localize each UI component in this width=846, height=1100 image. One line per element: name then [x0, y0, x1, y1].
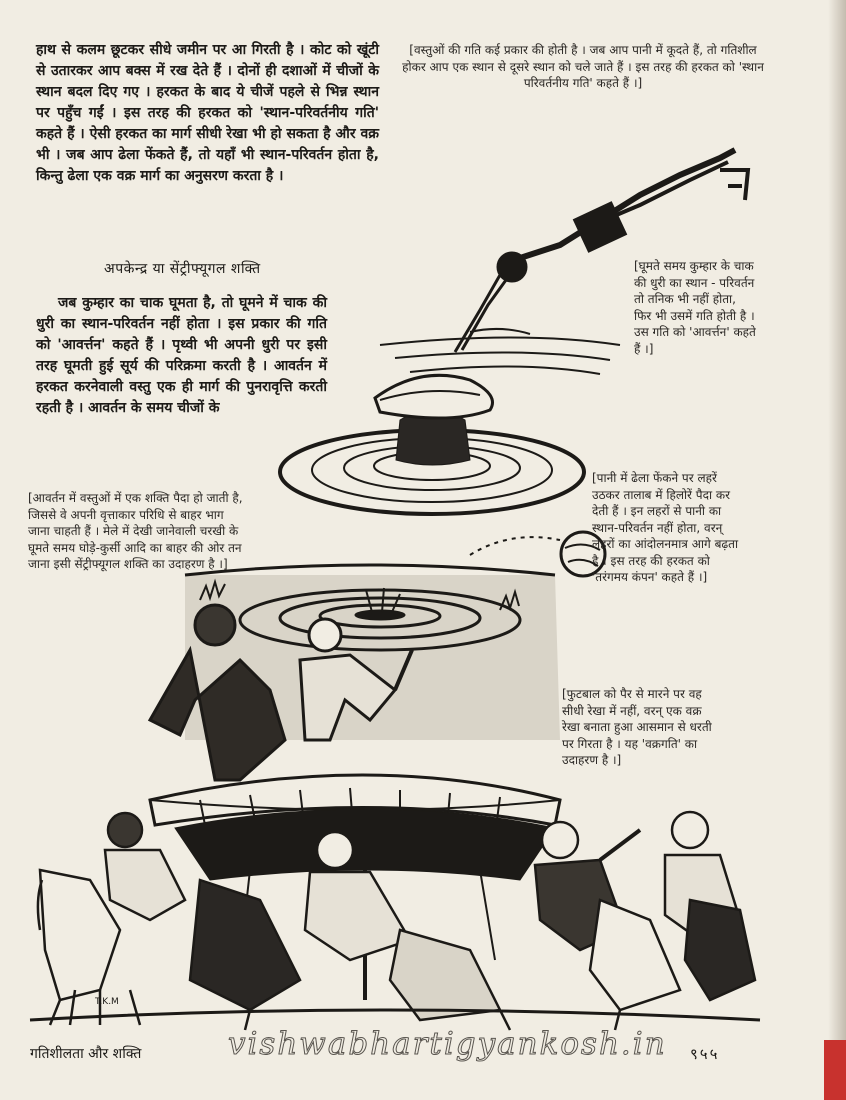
site-watermark: vishwabhartigyankosh.in	[228, 1026, 667, 1062]
board-icon	[720, 170, 748, 200]
running-footer-title: गतिशीलता और शक्ति	[30, 1046, 142, 1062]
caption-football-curve: [फुटबाल को पैर से मारने पर वह सीधी रेखा में नहीं, वरन् एक वक्र रेखा बनाता हुआ आसमान से धरती पर गिरता है । यह 'वक्रगति' का उदाहरण है ।]	[562, 687, 712, 767]
caption-diving: [वस्तुओं की गति कई प्रकार की होती है । जब आप पानी में कूदते हैं, तो गतिशील होकर आप एक स्थान से दूसरे स्थान को चले जाते हैं । इस तरह की हरकत को 'स्थान परिवर्तनीय गति' कहते हैं ।]	[402, 43, 764, 90]
main-paragraph-1: हाथ से कलम छूटकर सीधे जमीन पर आ गिरती है । कोट को खूंटी से उतारकर आप बक्स में रख देते हैं । दोनों ही दशाओं में चीजों के स्थान बदल दिए गए । हरकत के बाद ये चीजें पहले से भिन्न स्थान पर पहुँच गईं । इस तरह की हरकत को 'स्थान-परिवर्तनीय गति' कहते हैं । ऐसी हरकत का मार्ग सीधी रेखा भी हो सकता है और वक्र भी । जब आप ढेला फेंकते हैं, तो यहाँ भी स्थान-परिवर्तन होता है, किन्तु ढेला एक वक्र मार्ग का अनुसरण करता है ।	[36, 42, 379, 184]
caption-potter-wheel: [घूमते समय कुम्हार के चाक की धुरी का स्थान - परिवर्तन तो तनिक भी नहीं होता, फिर भी उसमें गति होती है । उस गति को 'आवर्त्तन' कहते हैं ।]	[634, 259, 756, 356]
caption-water-waves: [पानी में ढेला फेंकने पर लहरें उठकर तालाब में हिलोरें पैदा कर देती हैं । इन लहरों से पानी का स्थान-परिवर्तन नहीं होता, वरन् लहरों का आंदोलनमात्र आगे बढ़ता है । इस तरह की हरकत को 'तरंगमय कंपन' कहते हैं ।]	[592, 471, 739, 584]
book-cover-edge	[824, 1040, 846, 1100]
section-heading: अपकेन्द्र या सेंट्रीफ्यूगल शक्ति	[104, 261, 261, 277]
main-paragraph-2: जब कुम्हार का चाक घूमता है, तो घूमने में चाक की धुरी का स्थान-परिवर्तन नहीं होता । इस प्रकार की गति को 'आवर्त्तन' कहते हैं । पृथ्वी भी अपनी धुरी पर इसी तरह घूमती हुई सूर्य की परिक्रमा करती है । आवर्तन में हरकत करनेवाली वस्तु एक ही मार्ग की पुनरावृत्ति करती रहती है । आवर्तन के समय चीजों के	[36, 295, 327, 416]
page-number: ९५५	[690, 1045, 720, 1063]
water-lines	[380, 329, 620, 374]
page-edge-shadow	[828, 0, 846, 1100]
artist-signature: T.K.M	[95, 997, 119, 1007]
caption-centrifugal: [आवर्तन में वस्तुओं में एक शक्ति पैदा हो जाती है, जिससे वे अपनी वृत्ताकार परिधि से बाहर भाग जाना चाहती हैं । मेले में देखी जानेवाली चरखी के घूमते समय घोड़े-कुर्सी आदि का बाहर की ओर तन जाना इसी सेंट्रीफ्यूगल शक्ति का उदाहरण है ।]	[28, 491, 243, 571]
